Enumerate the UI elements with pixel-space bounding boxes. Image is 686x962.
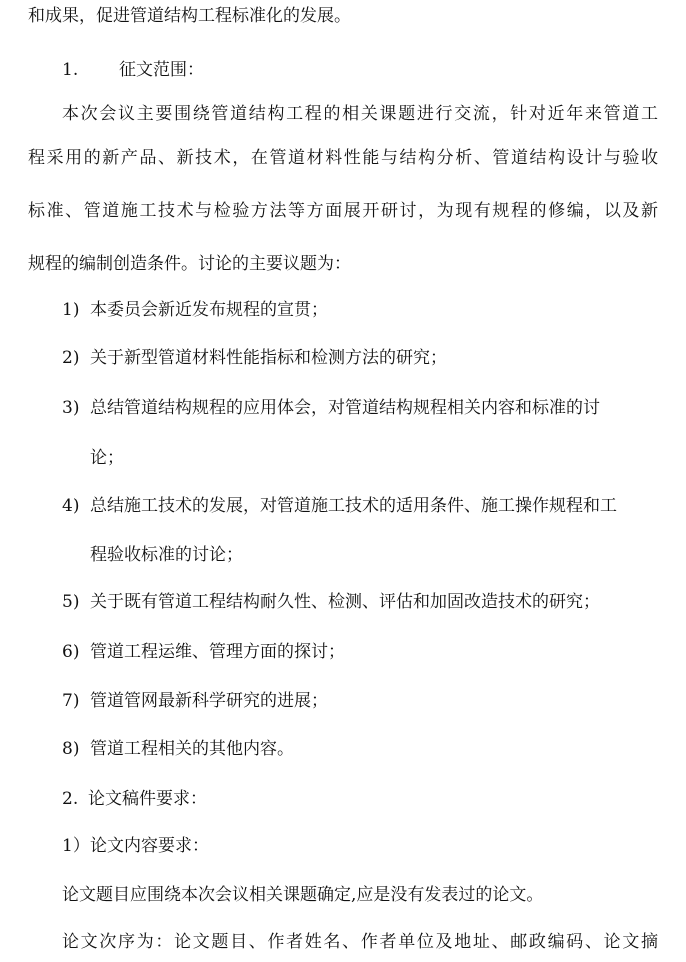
list-item <box>62 737 294 761</box>
section-number: 2. <box>62 789 79 809</box>
list-item-number: 8) <box>62 739 80 759</box>
list-item-text: 总结管道结构规程的应用体会，对管道结构规程相关内容和标准的讨 <box>90 398 600 418</box>
list-item-text: 关于既有管道工程结构耐久性、检测、评估和加固改造技术的研究； <box>90 592 600 612</box>
list-item <box>62 346 447 370</box>
list-item-number: 4) <box>62 496 80 516</box>
section-heading <box>62 787 207 811</box>
list-item-number: 1) <box>62 300 80 320</box>
paragraph-line: 和成果，促进管道结构工程标准化的发展。 <box>28 6 351 26</box>
list-item-number: 6) <box>62 642 80 662</box>
list-item <box>62 396 600 420</box>
list-item-text: 管道管网最新科学研究的进展； <box>90 691 328 711</box>
paragraph-line: 规程的编制创造条件。讨论的主要议题为： <box>28 254 351 274</box>
section-title: 征文范围： <box>119 60 204 80</box>
list-item-number: 5) <box>62 592 80 612</box>
list-item-text: 管道工程运维、管理方面的探讨； <box>90 642 345 662</box>
paragraph-line: 程采用的新产品、新技术，在管道材料性能与结构分析、管道结构设计与验收 <box>28 148 658 168</box>
paragraph-line: 本次会议主要围绕管道结构工程的相关课题进行交流，针对近年来管道工 <box>62 104 658 124</box>
list-item-text: 总结施工技术的发展，对管道施工技术的适用条件、施工操作规程和工 <box>90 496 617 516</box>
section-number: 1. <box>62 60 79 80</box>
list-item-continuation: 论； <box>90 448 124 468</box>
list-item-text: 关于新型管道材料性能指标和检测方法的研究； <box>90 348 447 368</box>
list-item-text: 管道工程相关的其他内容。 <box>90 739 294 759</box>
section-title: 论文稿件要求： <box>88 789 207 809</box>
section-heading <box>62 58 204 82</box>
list-item-number: 3) <box>62 398 80 418</box>
list-item-continuation: 程验收标准的讨论； <box>90 545 243 565</box>
paragraph-line: 论文题目应围绕本次会议相关课题确定,应是没有发表过的论文。 <box>62 885 544 905</box>
subsection-title: 论文内容要求： <box>90 836 209 856</box>
list-item-number: 7) <box>62 691 80 711</box>
list-item-text: 本委员会新近发布规程的宣贯； <box>90 300 328 320</box>
list-item <box>62 689 328 713</box>
paragraph-line: 论文次序为：论文题目、作者姓名、作者单位及地址、邮政编码、论文摘 <box>62 932 658 952</box>
list-item <box>62 640 345 664</box>
list-item <box>62 590 600 614</box>
subsection-number: 1） <box>62 836 90 856</box>
list-item <box>62 298 328 322</box>
paragraph-line: 标准、管道施工技术与检验方法等方面展开研讨，为现有规程的修编，以及新 <box>28 201 658 221</box>
subsection-heading <box>62 834 209 858</box>
list-item-number: 2) <box>62 348 80 368</box>
list-item <box>62 494 617 518</box>
